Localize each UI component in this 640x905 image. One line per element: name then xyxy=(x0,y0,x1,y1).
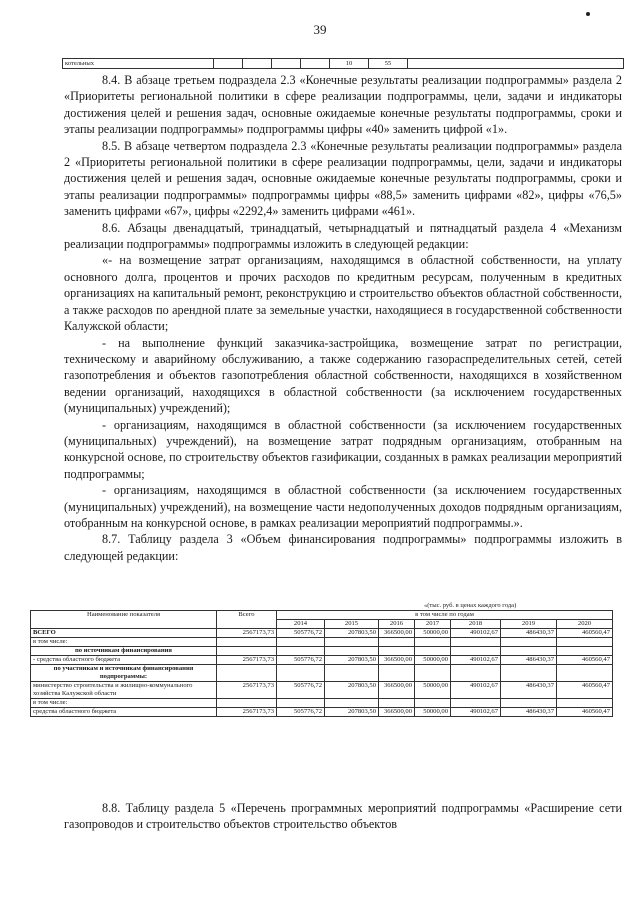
row-year-value xyxy=(501,647,557,656)
row-year-value xyxy=(451,638,501,647)
header-name: Наименование показателя xyxy=(31,611,217,629)
financing-table xyxy=(30,610,613,717)
row-year-value xyxy=(451,665,501,682)
row-year-value: 50000,00 xyxy=(415,682,451,699)
row-total: 2567173,73 xyxy=(217,629,277,638)
row-total: 2567173,73 xyxy=(217,708,277,717)
header-year: 2020 xyxy=(557,620,613,629)
row-total: 2567173,73 xyxy=(217,656,277,665)
header-by-year: в том числе по годам xyxy=(277,611,613,620)
table-row xyxy=(31,647,613,656)
paragraph-quote-1: «- на возмещение затрат организациям, находящимся в областной собственности, на уплату основного долга, процентов и прочих расходов по кредитным ресурсам, полученным в кредитных организациях на капитальный ремонт, реконструкцию и строительство объектов областной собственности, а также расходов по арендной плате за земельные участки, находящиеся в государственной собственности Калужской области; xyxy=(64,253,622,334)
row-name: министерство строительства и жилищно-коммунального хозяйства Калужской области xyxy=(31,682,217,699)
row-year-value: 486430,37 xyxy=(501,682,557,699)
row-year-value: 460560,47 xyxy=(557,708,613,717)
row-year-value xyxy=(325,647,379,656)
row-year-value xyxy=(415,647,451,656)
header-total: Всего xyxy=(217,611,277,629)
row-total xyxy=(217,647,277,656)
document-body xyxy=(64,72,622,564)
paragraph-quote-2: - на выполнение функций заказчика-застройщика, возмещение затрат по регистрации, техническому и аварийному обслуживанию, а также содержанию газораспределительных сетей, сетей газопотребления и объектов газопотребления областной собственности, находящихся в хозяйственном ведении организаций, находящихся в областной собственности (за исключением государственных (муниципальных) учреждений); xyxy=(64,335,622,416)
row-year-value xyxy=(557,699,613,708)
row-year-value: 460560,47 xyxy=(557,629,613,638)
row-year-value xyxy=(451,699,501,708)
row-year-value: 505776,72 xyxy=(277,656,325,665)
row-year-value xyxy=(325,638,379,647)
row-value: 10 xyxy=(330,59,369,69)
paragraph-8-8: 8.8. Таблицу раздела 5 «Перечень программных мероприятий подпрограммы «Расширение сети газопроводов и строительство объектов строительство объектов xyxy=(64,801,622,832)
row-year-value xyxy=(277,665,325,682)
continued-table-row xyxy=(62,58,624,69)
paragraph-8-7: 8.7. Таблицу раздела 3 «Объем финансирования подпрограммы» подпрограммы изложить в следующей редакции: xyxy=(64,532,622,563)
table-row xyxy=(31,656,613,665)
row-year-value xyxy=(325,665,379,682)
row-year-value xyxy=(379,665,415,682)
scan-dot xyxy=(586,12,590,16)
row-total: 2567173,73 xyxy=(217,682,277,699)
header-year: 2015 xyxy=(325,620,379,629)
row-total xyxy=(217,699,277,708)
row-year-value xyxy=(501,665,557,682)
row-year-value: 490102,67 xyxy=(451,656,501,665)
paragraph-8-4: 8.4. В абзаце третьем подраздела 2.3 «Конечные результаты реализации подпрограммы» раздела 2 «Приоритеты региональной политики в сфере реализации подпрограммы, цели, задачи и индикаторы достижения целей и решения задач, основные ожидаемые конечные результаты подпрограммы, сроки и этапы реализации подпрограммы» подпрограммы цифры «40» заменить цифрой «1». xyxy=(64,73,622,137)
row-year-value xyxy=(415,638,451,647)
row-year-value: 490102,67 xyxy=(451,629,501,638)
table-row xyxy=(31,699,613,708)
units-note: «(тыс. руб. в ценах каждого года) xyxy=(424,602,517,609)
row-name: средства областного бюджета xyxy=(31,708,217,717)
row-year-value: 460560,47 xyxy=(557,682,613,699)
row-year-value: 490102,67 xyxy=(451,682,501,699)
row-year-value: 207803,50 xyxy=(325,682,379,699)
row-year-value xyxy=(415,699,451,708)
row-year-value: 50000,00 xyxy=(415,708,451,717)
row-year-value xyxy=(501,638,557,647)
row-name: по участникам и источникам финансирования подпрограммы: xyxy=(31,665,217,682)
document-body-continued xyxy=(64,800,622,833)
header-year: 2019 xyxy=(501,620,557,629)
row-year-value: 207803,50 xyxy=(325,708,379,717)
row-year-value: 50000,00 xyxy=(415,629,451,638)
row-name: в том числе: xyxy=(31,638,217,647)
row-year-value xyxy=(277,638,325,647)
row-year-value: 207803,50 xyxy=(325,629,379,638)
row-year-value xyxy=(277,699,325,708)
row-name: в том числе: xyxy=(31,699,217,708)
row-name: - средства областного бюджета xyxy=(31,656,217,665)
row-year-value: 207803,50 xyxy=(325,656,379,665)
row-year-value xyxy=(501,699,557,708)
row-year-value: 366500,00 xyxy=(379,656,415,665)
row-name: по источникам финансирования xyxy=(31,647,217,656)
row-year-value: 505776,72 xyxy=(277,708,325,717)
row-year-value xyxy=(557,638,613,647)
row-year-value: 486430,37 xyxy=(501,656,557,665)
row-year-value: 366500,00 xyxy=(379,629,415,638)
row-total xyxy=(217,665,277,682)
row-year-value xyxy=(451,647,501,656)
row-name: ВСЕГО xyxy=(31,629,217,638)
row-year-value: 490102,67 xyxy=(451,708,501,717)
row-year-value xyxy=(415,665,451,682)
row-year-value xyxy=(277,647,325,656)
row-year-value xyxy=(557,647,613,656)
table-row xyxy=(31,638,613,647)
paragraph-quote-4: - организациям, находящимся в областной собственности (за исключением государственных (муниципальных) учреждений), на возмещение части недополученных доходов подрядным организациям, отобранным на конкурсной основе, в рамках реализации мероприятий подпрограммы.». xyxy=(64,483,622,530)
table-row xyxy=(31,682,613,699)
row-year-value: 505776,72 xyxy=(277,682,325,699)
row-label: котельных xyxy=(63,59,214,69)
paragraph-8-6: 8.6. Абзацы двенадцатый, тринадцатый, четырнадцатый и пятнадцатый раздела 4 «Механизм реализации подпрограммы» подпрограммы изложить в следующей редакции: xyxy=(64,220,622,252)
page-number: 39 xyxy=(313,22,327,37)
row-year-value: 50000,00 xyxy=(415,656,451,665)
table-row xyxy=(31,708,613,717)
row-year-value: 486430,37 xyxy=(501,708,557,717)
header-year: 2014 xyxy=(277,620,325,629)
row-year-value xyxy=(557,665,613,682)
row-year-value: 366500,00 xyxy=(379,708,415,717)
paragraph-quote-3: - организациям, находящимся в областной собственности (за исключением государственных (муниципальных) учреждений), на возмещение затрат подрядным организациям, отобранным на конкурсной основе, по строительству объектов газификации, созданных в рамках реализации мероприятий подпрограммы; xyxy=(64,417,622,481)
header-year: 2016 xyxy=(379,620,415,629)
row-value: 55 xyxy=(369,59,408,69)
table-row xyxy=(31,665,613,682)
header-year: 2018 xyxy=(451,620,501,629)
row-year-value: 486430,37 xyxy=(501,629,557,638)
row-year-value xyxy=(379,699,415,708)
row-year-value: 505776,72 xyxy=(277,629,325,638)
row-year-value xyxy=(379,638,415,647)
paragraph-8-5: 8.5. В абзаце четвертом подраздела 2.3 «Конечные результаты реализации подпрограммы» раздела 2 «Приоритеты региональной политики в сфере реализации подпрограммы, цели, задачи и индикаторы достижения целей и решения задач, основные ожидаемые конечные результаты подпрограммы, сроки и этапы реализации подпрограммы» подпрограммы цифры «88,5» заменить цифрами «82», цифры «76,5» заменить цифрами «67», цифры «2292,4» заменить цифрами «461». xyxy=(64,138,622,219)
table-row xyxy=(31,629,613,638)
row-total xyxy=(217,638,277,647)
header-year: 2017 xyxy=(415,620,451,629)
row-year-value xyxy=(379,647,415,656)
row-year-value: 460560,47 xyxy=(557,656,613,665)
row-year-value xyxy=(325,699,379,708)
row-year-value: 366500,00 xyxy=(379,682,415,699)
